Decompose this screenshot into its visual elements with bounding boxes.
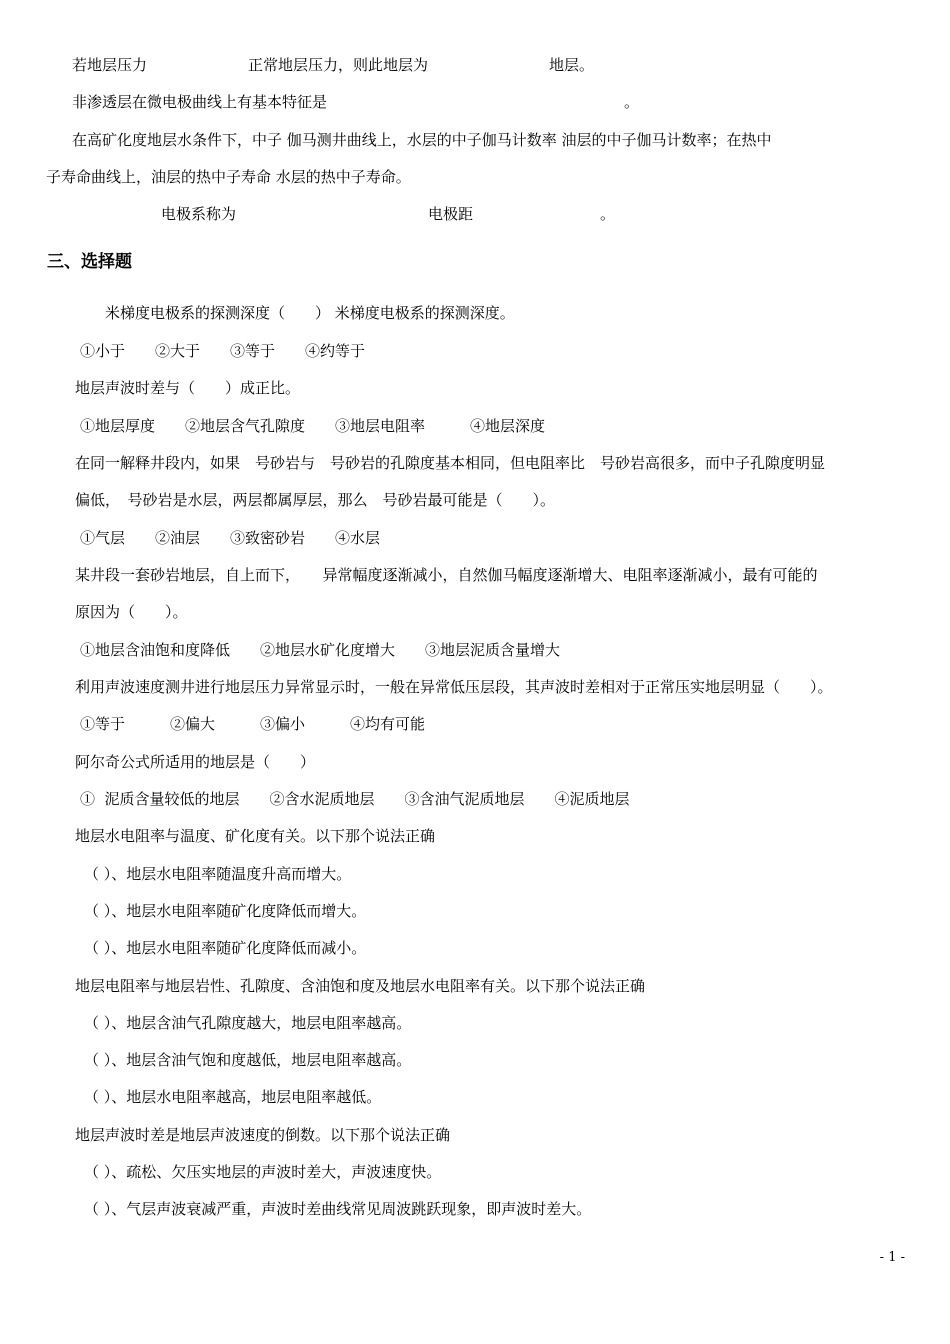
question-1-options: ①小于 ②大于 ③等于 ④约等于 — [80, 342, 366, 360]
blank-3-line-1: 在高矿化度地层水条件下，中子 伽马测井曲线上，水层的中子伽马计数率 油层的中子伽马计数率；在热中 — [72, 131, 772, 149]
judgement-2-item-2: （ ）、地层含油气饱和度越低，地层电阻率越高。 — [84, 1051, 412, 1069]
blank-1-part-1: 若地层压力 — [72, 56, 148, 74]
question-3-options: ①气层 ②油层 ③致密砂岩 ④水层 — [80, 529, 381, 547]
page-number: - 1 - — [879, 1250, 905, 1265]
blank-2-part-2: 。 — [624, 93, 640, 111]
judgement-2-stem: 地层电阻率与地层岩性、孔隙度、含油饱和度及地层水电阻率有关。以下那个说法正确 — [75, 977, 646, 995]
question-6-options: ① 泥质含量较低的地层 ②含水泥质地层 ③含油气泥质地层 ④泥质地层 — [80, 790, 630, 808]
question-2-stem: 地层声波时差与（ ）成正比。 — [75, 379, 301, 397]
judgement-2-item-3: （ ）、地层水电阻率越高，地层电阻率越低。 — [84, 1088, 382, 1106]
blank-1-part-2: 正常地层压力，则此地层为 — [248, 56, 429, 74]
judgement-1-stem: 地层水电阻率与温度、矿化度有关。以下那个说法正确 — [75, 827, 436, 845]
judgement-2-item-1: （ ）、地层含油气孔隙度越大，地层电阻率越高。 — [84, 1014, 412, 1032]
question-3-stem-line-2: 偏低， 号砂岩是水层，两层都属厚层，那么 号砂岩最可能是（ ）。 — [75, 491, 556, 509]
judgement-3-stem: 地层声波时差是地层声波速度的倒数。以下那个说法正确 — [75, 1126, 451, 1144]
judgement-3-item-2: （ ）、气层声波衰减严重，声波时差曲线常见周波跳跃现象，即声波时差大。 — [84, 1200, 592, 1218]
question-5-options: ①等于 ②偏大 ③偏小 ④均有可能 — [80, 715, 426, 733]
question-2-options: ①地层厚度 ②地层含气孔隙度 ③地层电阻率 ④地层深度 — [80, 417, 546, 435]
question-1-stem: 米梯度电极系的探测深度（ ） 米梯度电极系的探测深度。 — [105, 304, 515, 322]
blank-4-part-2: 电极距 — [428, 205, 474, 223]
blank-4-part-1: 电极系称为 — [161, 205, 237, 223]
blank-2-part-1: 非渗透层在微电极曲线上有基本特征是 — [72, 93, 328, 111]
blank-4-part-3: 。 — [600, 205, 616, 223]
judgement-1-item-1: （ ）、地层水电阻率随温度升高而增大。 — [84, 865, 352, 883]
judgement-1-item-2: （ ）、地层水电阻率随矿化度降低而增大。 — [84, 902, 367, 920]
blank-1-part-3: 地层。 — [549, 56, 595, 74]
question-4-stem-line-2: 原因为（ ）。 — [75, 603, 188, 621]
blank-3-line-2: 子寿命曲线上，油层的热中子寿命 水层的热中子寿命。 — [46, 168, 411, 186]
question-6-stem: 阿尔奇公式所适用的地层是（ ） — [75, 753, 316, 771]
judgement-3-item-1: （ ）、疏松、欠压实地层的声波时差大，声波速度快。 — [84, 1163, 442, 1181]
question-3-stem-line-1: 在同一解释井段内，如果 号砂岩与 号砂岩的孔隙度基本相同，但电阻率比 号砂岩高很多，而中子孔隙度明显 — [75, 454, 826, 472]
judgement-1-item-3: （ ）、地层水电阻率随矿化度降低而减小。 — [84, 939, 367, 957]
question-5-stem: 利用声波速度测井进行地层压力异常显示时，一般在异常低压层段，其声波时差相对于正常压实地层明显（ ）。 — [75, 678, 833, 696]
section-heading: 三、选择题 — [47, 252, 132, 272]
question-4-stem-line-1: 某井段一套砂岩地层，自上而下， 异常幅度逐渐减小，自然伽马幅度逐渐增大、电阻率逐渐减小，最有可能的 — [75, 566, 818, 584]
question-4-options: ①地层含油饱和度降低 ②地层水矿化度增大 ③地层泥质含量增大 — [80, 641, 561, 659]
